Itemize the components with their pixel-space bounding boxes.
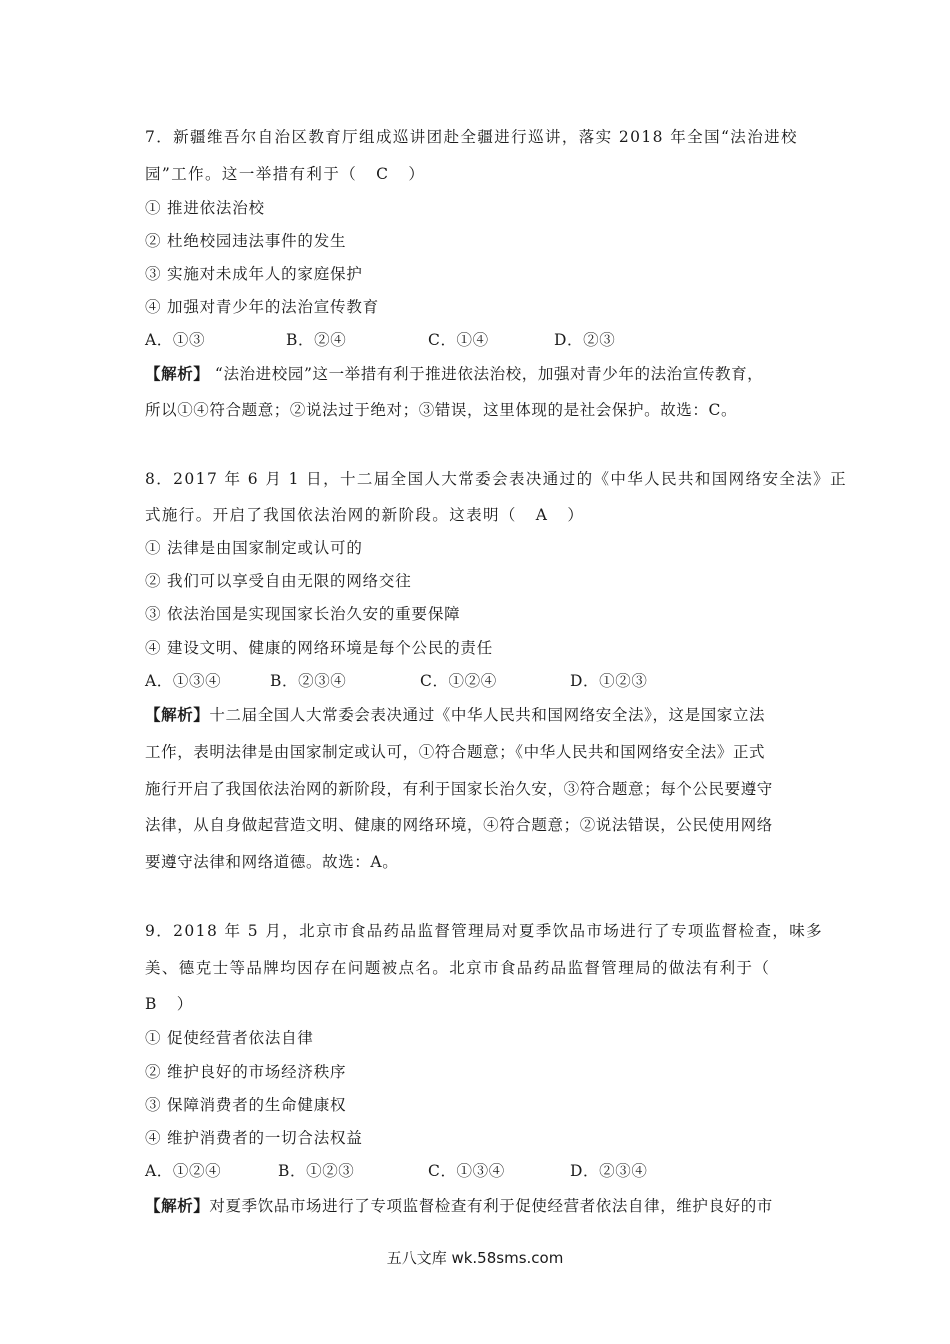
question-8-title-line-2: 式施行。开启了我国依法治网的新阶段。这表明（ A ） bbox=[145, 506, 585, 524]
question-8-option-1: ① 法律是由国家制定或认可的 bbox=[145, 539, 363, 557]
question-9-choice-d: D．②③④ bbox=[570, 1162, 648, 1180]
question-8-option-2: ② 我们可以享受自由无限的网络交往 bbox=[145, 572, 412, 590]
question-9-title-line-2: 美、德克士等品牌均因存在问题被点名。北京市食品药品监督管理局的做法有利于（ bbox=[145, 959, 771, 977]
question-8-choice-b: B．②③④ bbox=[270, 672, 347, 690]
question-7-title-line-2: 园”工作。这一举措有利于（ C ） bbox=[145, 165, 426, 183]
page-footer: 五八文库 wk.58sms.com bbox=[386, 1249, 564, 1267]
question-8-analysis-line-2: 工作，表明法律是由国家制定或认可，①符合题意；《中华人民共和国网络安全法》正式 bbox=[145, 743, 766, 761]
question-7-option-3: ③ 实施对未成年人的家庭保护 bbox=[145, 265, 363, 283]
question-8-option-4: ④ 建设文明、健康的网络环境是每个公民的责任 bbox=[145, 639, 494, 657]
question-7-choice-c: C．①④ bbox=[428, 331, 489, 349]
question-8-choice-d: D．①②③ bbox=[570, 672, 648, 690]
question-9-analysis-label: 【解析】 bbox=[145, 1196, 210, 1215]
question-9-analysis-line-1 bbox=[145, 1196, 773, 1216]
question-9-option-2: ② 维护良好的市场经济秩序 bbox=[145, 1063, 347, 1081]
question-9-choice-a: A．①②④ bbox=[145, 1162, 222, 1180]
question-9-choice-b: B．①②③ bbox=[278, 1162, 355, 1180]
question-8-analysis-text-1: 十二届全国人大常委会表决通过《中华人民共和国网络安全法》，这是国家立法 bbox=[209, 706, 766, 724]
question-7-choice-b: B．②④ bbox=[286, 331, 347, 349]
question-9-title-line-1: 9．2018 年 5 月，北京市食品药品监督管理局对夏季饮品市场进行了专项监督检查，味多 bbox=[145, 922, 824, 940]
question-8-choice-a: A．①③④ bbox=[145, 672, 222, 690]
question-9-choice-c: C．①③④ bbox=[428, 1162, 505, 1180]
question-8-analysis-line-4: 法律，从自身做起营造文明、健康的网络环境，④符合题意；②说法错误，公民使用网络 bbox=[145, 816, 773, 834]
question-7-choice-d: D．②③ bbox=[554, 331, 616, 349]
question-7-option-4: ④ 加强对青少年的法治宣传教育 bbox=[145, 298, 379, 316]
question-8-choice-c: C．①②④ bbox=[420, 672, 497, 690]
question-8-analysis-line-5: 要遵守法律和网络道德。故选：A。 bbox=[145, 853, 399, 871]
question-8-analysis-line-1 bbox=[145, 705, 765, 725]
question-7-title-line-1: 7．新疆维吾尔自治区教育厅组成巡讲团赴全疆进行巡讲，落实 2018 年全国“法治进校 bbox=[145, 128, 798, 146]
question-7-analysis-label: 【解析】 bbox=[145, 364, 210, 383]
question-9-option-4: ④ 维护消费者的一切合法权益 bbox=[145, 1129, 363, 1147]
question-9-analysis-text-1: 对夏季饮品市场进行了专项监督检查有利于促使经营者依法自律，维护良好的市 bbox=[209, 1197, 773, 1215]
question-8-analysis-line-3: 施行开启了我国依法治网的新阶段，有利于国家长治久安，③符合题意；每个公民要遵守 bbox=[145, 780, 773, 798]
question-9-option-3: ③ 保障消费者的生命健康权 bbox=[145, 1096, 347, 1114]
question-9-option-1: ① 促使经营者依法自律 bbox=[145, 1029, 314, 1047]
question-7-option-1: ① 推进依法治校 bbox=[145, 199, 265, 217]
question-7-analysis-line-1 bbox=[145, 364, 763, 384]
question-7-analysis-text-1: “法治进校园”这一举措有利于推进依法治校，加强对青少年的法治宣传教育， bbox=[209, 365, 764, 383]
question-8-title-line-1: 8．2017 年 6 月 1 日，十二届全国人大常委会表决通过的《中华人民共和国网络安全法》正 bbox=[145, 470, 847, 488]
question-7-option-2: ② 杜绝校园违法事件的发生 bbox=[145, 232, 347, 250]
question-7-analysis-line-2: 所以①④符合题意；②说法过于绝对；③错误，这里体现的是社会保护。故选：C。 bbox=[145, 401, 738, 419]
question-8-option-3: ③ 依法治国是实现国家长治久安的重要保障 bbox=[145, 605, 461, 623]
question-7-choice-a: A．①③ bbox=[145, 331, 206, 349]
question-8-analysis-label: 【解析】 bbox=[145, 705, 210, 724]
question-9-title-line-3: B ） bbox=[145, 995, 194, 1013]
